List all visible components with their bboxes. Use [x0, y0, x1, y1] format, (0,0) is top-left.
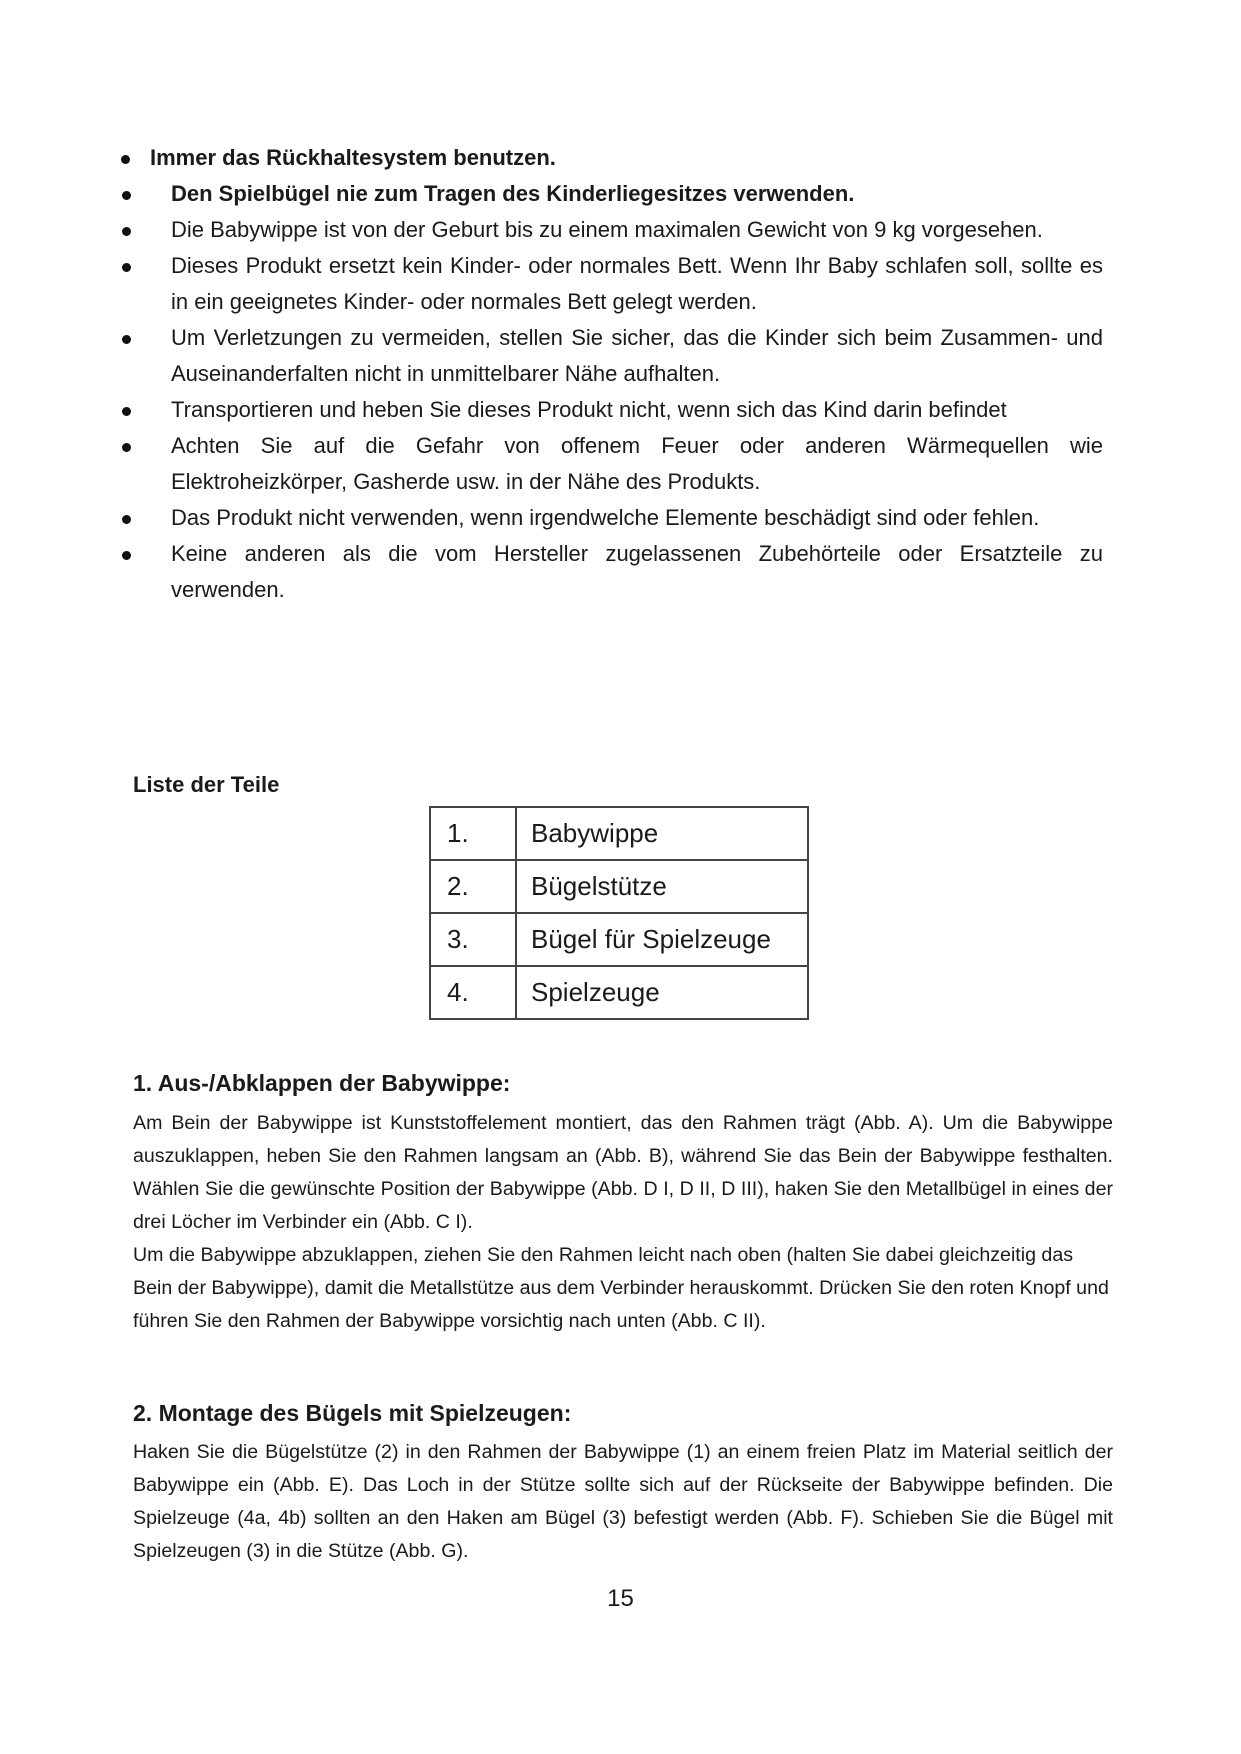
table-row [430, 966, 808, 1019]
section-heading-fold: 1. Aus-/Abklappen der Babywippe: [133, 1070, 511, 1096]
bullet-icon [122, 335, 131, 344]
part-number: 1. [430, 807, 516, 860]
bullet-icon [122, 227, 131, 236]
list-item-text: Immer das Rückhaltesystem benutzen. [150, 145, 556, 170]
list-item-text: Den Spielbügel nie zum Tragen des Kinderliegesitzes verwenden. [171, 181, 855, 206]
part-name: Bügel für Spielzeuge [516, 913, 808, 966]
part-number: 4. [430, 966, 516, 1019]
page-number: 15 [607, 1585, 634, 1612]
bullet-icon [122, 515, 131, 524]
bullet-icon [121, 155, 130, 164]
paragraph: Am Bein der Babywippe ist Kunststoffelement montiert, das den Rahmen trägt (Abb. A). Um die Babywippe auszuklappen, heben Sie den Rahmen langsam an (Abb. B), während Sie das Bein der Babywippe festhalten. Wählen Sie die gewünschte Position der Babywippe (Abb. D I, D II, D III), haken Sie den Metallbügel in eines der drei Löcher im Verbinder ein (Abb. C I). [133, 1112, 1113, 1233]
part-name: Babywippe [516, 807, 808, 860]
list-item-text: Das Produkt nicht verwenden, wenn irgendwelche Elemente beschädigt sind oder fehlen. [171, 505, 1040, 530]
section-body-toy-bar [133, 1436, 1113, 1568]
list-item-text: Transportieren und heben Sie dieses Produkt nicht, wenn sich das Kind darin befindet [171, 397, 1007, 422]
list-item [118, 248, 1103, 320]
parts-list-heading: Liste der Teile [133, 772, 280, 797]
list-item [118, 176, 1103, 212]
part-name: Spielzeuge [516, 966, 808, 1019]
table-row [430, 807, 808, 860]
list-item-text: Dieses Produkt ersetzt kein Kinder- oder normales Bett. Wenn Ihr Baby schlafen soll, sollte es in ein geeignetes Kinder- oder normales Bett gelegt werden. [171, 253, 1103, 314]
list-item [118, 320, 1103, 392]
list-item [118, 140, 1103, 176]
list-item [118, 212, 1103, 248]
table-row [430, 913, 808, 966]
paragraph: Um die Babywippe abzuklappen, ziehen Sie den Rahmen leicht nach oben (halten Sie dabei gleichzeitig das Bein der Babywippe), damit die Metallstütze aus dem Verbinder herauskommt. Drücken Sie den roten Knopf und führen Sie den Rahmen der Babywippe vorsichtig nach unten (Abb. C II). [133, 1244, 1109, 1332]
part-number: 3. [430, 913, 516, 966]
safety-bullet-list [118, 140, 1103, 608]
bullet-icon [122, 407, 131, 416]
list-item [118, 392, 1103, 428]
list-item [118, 428, 1103, 500]
list-item-text: Achten Sie auf die Gefahr von offenem Feuer oder anderen Wärmequellen wie Elektroheizkörper, Gasherde usw. in der Nähe des Produkts. [171, 433, 1103, 494]
part-number: 2. [430, 860, 516, 913]
parts-table [429, 806, 809, 1020]
bullet-icon [122, 263, 131, 272]
bullet-icon [122, 551, 131, 560]
bullet-icon [122, 443, 131, 452]
bullet-icon [122, 191, 131, 200]
list-item-text: Keine anderen als die vom Hersteller zugelassenen Zubehörteile oder Ersatzteile zu verwenden. [171, 541, 1103, 602]
paragraph: Haken Sie die Bügelstütze (2) in den Rahmen der Babywippe (1) an einem freien Platz im Material seitlich der Babywippe ein (Abb. E). Das Loch in der Stütze sollte sich auf der Rückseite der Babywippe befinden. Die Spielzeuge (4a, 4b) sollten an den Haken am Bügel (3) befestigt werden (Abb. F). Schieben Sie die Bügel mit Spielzeugen (3) in die Stütze (Abb. G). [133, 1441, 1113, 1562]
list-item-text: Die Babywippe ist von der Geburt bis zu einem maximalen Gewicht von 9 kg vorgesehen. [171, 217, 1043, 242]
table-row [430, 860, 808, 913]
list-item-text: Um Verletzungen zu vermeiden, stellen Sie sicher, das die Kinder sich beim Zusammen- und Auseinanderfalten nicht in unmittelbarer Nähe aufhalten. [171, 325, 1103, 386]
section-body-fold [133, 1107, 1113, 1338]
list-item [118, 536, 1103, 608]
part-name: Bügelstütze [516, 860, 808, 913]
section-heading-toy-bar: 2. Montage des Bügels mit Spielzeugen: [133, 1400, 572, 1426]
list-item [118, 500, 1103, 536]
